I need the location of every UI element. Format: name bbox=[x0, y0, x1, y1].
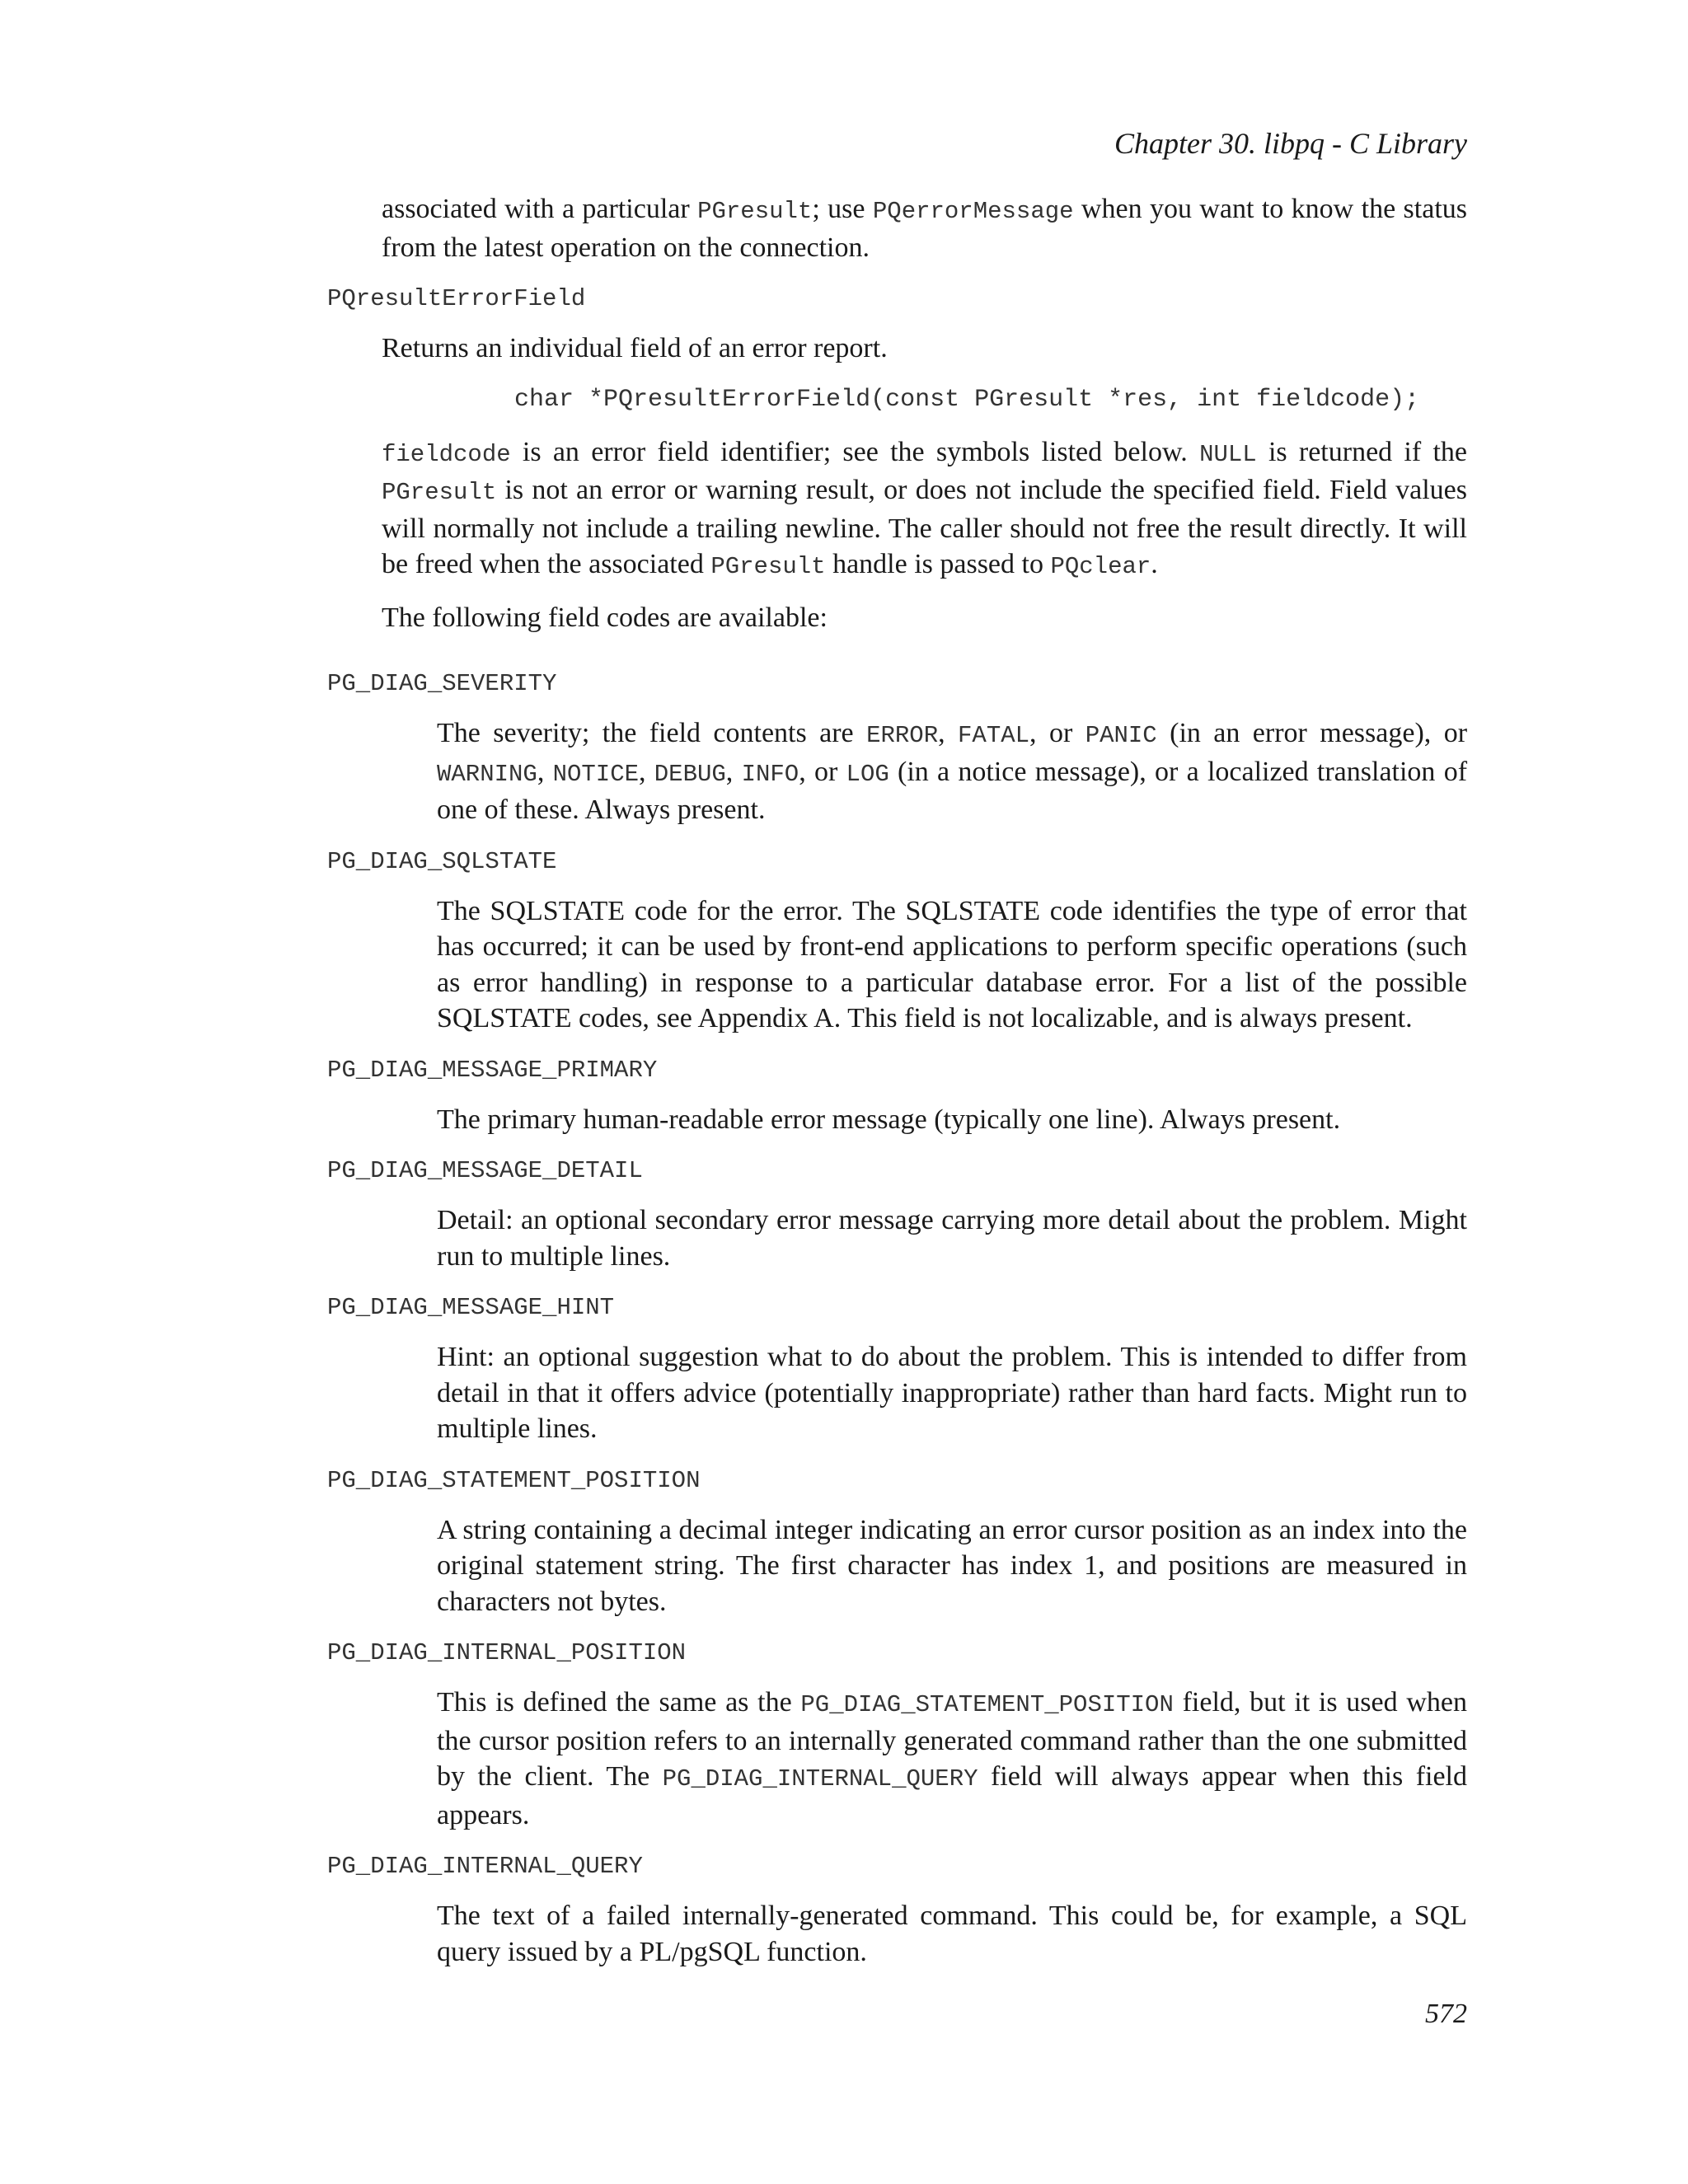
code-pqclear: PQclear bbox=[1050, 553, 1151, 580]
severity-text-5: , bbox=[537, 756, 553, 787]
field-term-severity bbox=[327, 665, 1467, 701]
running-header: Chapter 30. libpq - C Library bbox=[1114, 127, 1467, 160]
desc-text-a: is an error field identifier; see the symbols listed below. bbox=[510, 436, 1200, 467]
field-desc-internal-position bbox=[437, 1685, 1467, 1833]
desc-text-c: is not an error or warning result, or does not include the specified field. Field values will normally not include a trailing newline. The caller should not free the result directly. It will be freed when the associated bbox=[382, 475, 1467, 579]
desc-text-d: handle is passed to bbox=[825, 549, 1051, 579]
code-pgresult-2: PGresult bbox=[382, 479, 497, 506]
field-term-message-primary bbox=[327, 1052, 1467, 1087]
code-info: INFO bbox=[741, 760, 799, 788]
severity-text-4: (in an error message), or bbox=[1156, 718, 1468, 748]
field-codes-intro: The following field codes are available: bbox=[382, 602, 828, 633]
code-log: LOG bbox=[846, 760, 889, 788]
field-term-message-hint-code: PG_DIAG_MESSAGE_HINT bbox=[327, 1294, 615, 1321]
severity-text-1: The severity; the field contents are bbox=[437, 718, 867, 748]
severity-text-8: , or bbox=[799, 756, 846, 787]
page-content bbox=[327, 191, 1467, 1985]
code-pgresult-3: PGresult bbox=[710, 553, 826, 580]
function-signature: char *PQresultErrorField(const PGresult *res, int fieldcode); bbox=[514, 385, 1420, 414]
code-warning: WARNING bbox=[437, 760, 537, 788]
function-name bbox=[327, 280, 1467, 316]
function-name-code: PQresultErrorField bbox=[327, 285, 586, 312]
field-term-statement-position-code: PG_DIAG_STATEMENT_POSITION bbox=[327, 1466, 701, 1494]
code-null: NULL bbox=[1199, 440, 1257, 468]
severity-text-7: , bbox=[725, 756, 742, 787]
severity-text-6: , bbox=[639, 756, 654, 787]
severity-text-9: (in a notice message), or a localized translation of one of these. Always present. bbox=[437, 756, 1468, 825]
field-desc-message-hint: Hint: an optional suggestion what to do about the problem. This is intended to differ from detail in that it offers advice (potentially inappropriate) rather than hard facts. Might run to multiple lines. bbox=[437, 1342, 1467, 1444]
field-term-internal-query bbox=[327, 1848, 1467, 1883]
field-term-sqlstate-code: PG_DIAG_SQLSTATE bbox=[327, 847, 557, 875]
severity-text-2: , bbox=[938, 718, 959, 748]
field-desc-statement-position: A string containing a decimal integer indicating an error cursor position as an index into the original statement string. The first character has index 1, and positions are measured in characters not bytes. bbox=[437, 1514, 1467, 1617]
code-statement-position: PG_DIAG_STATEMENT_POSITION bbox=[800, 1691, 1174, 1718]
field-term-statement-position bbox=[327, 1462, 1467, 1497]
field-term-internal-query-code: PG_DIAG_INTERNAL_QUERY bbox=[327, 1853, 643, 1880]
code-internal-query: PG_DIAG_INTERNAL_QUERY bbox=[662, 1765, 978, 1793]
field-desc-message-detail: Detail: an optional secondary error message carrying more detail about the problem. Might run to multiple lines. bbox=[437, 1205, 1467, 1272]
desc-text-e: . bbox=[1151, 549, 1158, 579]
intro-text-c: when you want to know the status from the latest operation on the connection. bbox=[382, 194, 1468, 263]
intro-text-b: ; use bbox=[812, 194, 873, 224]
field-desc-message-primary: The primary human-readable error message (typically one line). Always present. bbox=[437, 1104, 1341, 1135]
field-desc-severity bbox=[437, 715, 1467, 828]
code-panic: PANIC bbox=[1085, 722, 1157, 749]
code-pgresult: PGresult bbox=[697, 198, 813, 225]
code-pqerrormessage: PQerrorMessage bbox=[872, 198, 1074, 225]
field-term-internal-position-code: PG_DIAG_INTERNAL_POSITION bbox=[327, 1639, 687, 1666]
internal-position-text-1: This is defined the same as the bbox=[437, 1687, 801, 1718]
severity-text-3: , or bbox=[1029, 718, 1085, 748]
page-number: 572 bbox=[1425, 1999, 1467, 2029]
field-desc-internal-query: The text of a failed internally-generated command. This could be, for example, a SQL query issued by a PL/pgSQL function. bbox=[437, 1900, 1467, 1967]
field-term-message-hint bbox=[327, 1289, 1467, 1324]
code-fieldcode: fieldcode bbox=[382, 440, 511, 468]
code-error: ERROR bbox=[866, 722, 939, 749]
intro-paragraph bbox=[382, 191, 1467, 265]
code-notice: NOTICE bbox=[552, 760, 640, 788]
code-debug: DEBUG bbox=[654, 760, 726, 788]
field-term-severity-code: PG_DIAG_SEVERITY bbox=[327, 670, 557, 697]
intro-text-a: associated with a particular bbox=[382, 194, 698, 224]
function-description bbox=[382, 434, 1467, 585]
field-term-sqlstate bbox=[327, 843, 1467, 879]
field-term-message-detail-code: PG_DIAG_MESSAGE_DETAIL bbox=[327, 1157, 643, 1184]
desc-text-b: is returned if the bbox=[1256, 436, 1467, 467]
field-term-message-primary-code: PG_DIAG_MESSAGE_PRIMARY bbox=[327, 1056, 658, 1084]
field-term-internal-position bbox=[327, 1634, 1467, 1670]
internal-position-text-3: field will always appear when this field appears. bbox=[437, 1761, 1467, 1830]
internal-position-text-2: field, but it is used when the cursor position refers to an internally generated command rather than the one submitted by the client. The bbox=[437, 1687, 1467, 1792]
function-summary: Returns an individual field of an error report. bbox=[382, 333, 888, 363]
field-term-message-detail bbox=[327, 1152, 1467, 1188]
field-desc-sqlstate: The SQLSTATE code for the error. The SQLSTATE code identifies the type of error that has occurred; it can be used by front-end applications to perform specific operations (such as error handling) in response to a particular database error. For a list of the possible SQLSTATE codes, see Appendix A. This field is not localizable, and is always present. bbox=[437, 895, 1467, 1033]
code-fatal: FATAL bbox=[958, 722, 1030, 749]
